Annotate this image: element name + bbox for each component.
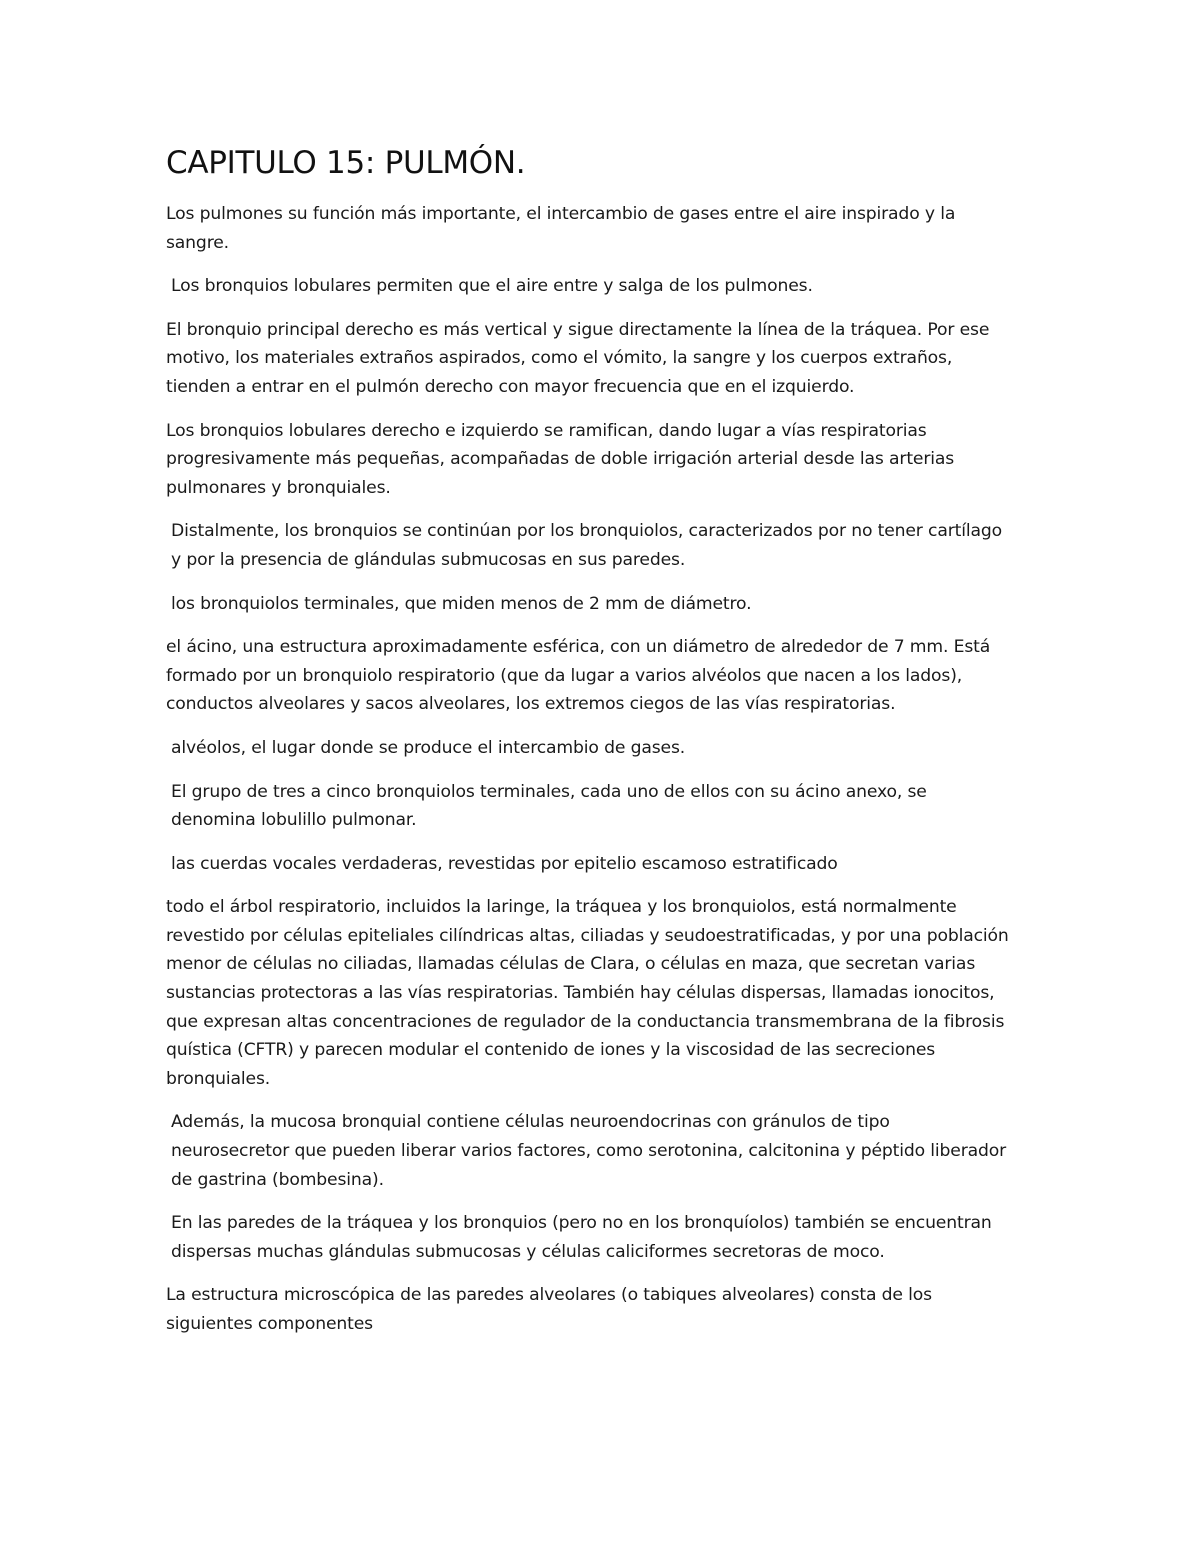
paragraph bbox=[166, 590, 1046, 619]
paragraph-line: menor de células no ciliadas, llamadas células de Clara, o células en maza, que secretan varias bbox=[166, 954, 976, 975]
paragraph-line: El bronquio principal derecho es más vertical y sigue directamente la línea de la tráquea. Por ese bbox=[166, 319, 990, 340]
paragraph-line: formado por un bronquiolo respiratorio (que da lugar a varios alvéolos que nacen a los lados), bbox=[166, 665, 963, 686]
paragraph-line: siguientes componentes bbox=[166, 1314, 373, 1334]
paragraph bbox=[166, 893, 1046, 1093]
paragraph-line: pulmonares y bronquiales. bbox=[166, 477, 391, 498]
paragraph bbox=[166, 1281, 1046, 1338]
paragraph bbox=[166, 417, 1046, 503]
paragraph-line: En las paredes de la tráquea y los bronquios (pero no en los bronquíolos) también se encuentran bbox=[171, 1213, 992, 1234]
paragraph-line: conductos alveolares y sacos alveolares, los extremos ciegos de las vías respiratorias. bbox=[166, 694, 896, 715]
paragraph-line: las cuerdas vocales verdaderas, revestidas por epitelio escamoso estratificado bbox=[171, 853, 838, 874]
paragraph-line: denomina lobulillo pulmonar. bbox=[171, 810, 417, 831]
paragraph-line: quística (CFTR) y parecen modular el contenido de iones y la viscosidad de las secreciones bbox=[166, 1040, 936, 1061]
paragraph bbox=[166, 200, 1046, 257]
paragraph bbox=[166, 850, 1046, 879]
paragraph bbox=[166, 778, 1046, 835]
paragraph bbox=[166, 316, 1046, 402]
paragraph-line: neurosecretor que pueden liberar varios factores, como serotonina, calcitonina y péptido liberador bbox=[171, 1141, 1007, 1162]
paragraph-line: Los pulmones su función más importante, el intercambio de gases entre el aire inspirado y la bbox=[166, 204, 956, 224]
paragraph-line: Los bronquios lobulares permiten que el aire entre y salga de los pulmones. bbox=[171, 276, 813, 297]
page-title: CAPITULO 15: PULMÓN. bbox=[166, 145, 526, 181]
document-body bbox=[166, 140, 1046, 1354]
paragraph bbox=[166, 1209, 1046, 1266]
paragraph-line: todo el árbol respiratorio, incluidos la laringe, la tráquea y los bronquiolos, está normalmente bbox=[166, 897, 957, 918]
paragraph-line: tienden a entrar en el pulmón derecho con mayor frecuencia que en el izquierdo. bbox=[166, 376, 855, 397]
paragraph-line: que expresan altas concentraciones de regulador de la conductancia transmembrana de la fibrosis bbox=[166, 1011, 1005, 1032]
paragraph-line: Los bronquios lobulares derecho e izquierdo se ramifican, dando lugar a vías respiratorias bbox=[166, 420, 927, 441]
paragraph bbox=[166, 1108, 1046, 1194]
paragraph-line: bronquiales. bbox=[166, 1068, 271, 1089]
paragraph bbox=[166, 734, 1046, 763]
paragraph-line: sangre. bbox=[166, 232, 229, 253]
paragraph-line: los bronquiolos terminales, que miden menos de 2 mm de diámetro. bbox=[171, 593, 752, 614]
paragraph-line: alvéolos, el lugar donde se produce el intercambio de gases. bbox=[171, 737, 686, 758]
paragraph-line: revestido por células epiteliales cilíndricas altas, ciliadas y seudoestratificadas, y por una población bbox=[166, 925, 1009, 946]
paragraph-line: El grupo de tres a cinco bronquiolos terminales, cada uno de ellos con su ácino anexo, se bbox=[171, 781, 927, 802]
paragraph bbox=[166, 517, 1046, 574]
paragraph-line: Además, la mucosa bronquial contiene células neuroendocrinas con gránulos de tipo bbox=[171, 1112, 890, 1133]
paragraph-line: el ácino, una estructura aproximadamente esférica, con un diámetro de alrededor de 7 mm. Está bbox=[166, 637, 991, 658]
paragraph-line: de gastrina (bombesina). bbox=[171, 1169, 384, 1190]
paragraph bbox=[166, 272, 1046, 301]
paragraph bbox=[166, 633, 1046, 719]
paragraph-line: Distalmente, los bronquios se continúan por los bronquiolos, caracterizados por no tener cartílago bbox=[171, 521, 1002, 542]
paragraph-list bbox=[166, 200, 1046, 1339]
paragraph-line: progresivamente más pequeñas, acompañadas de doble irrigación arterial desde las arterias bbox=[166, 449, 955, 470]
paragraph-line: sustancias protectoras a las vías respiratorias. También hay células dispersas, llamadas ionocitos, bbox=[166, 983, 995, 1004]
paragraph-line: La estructura microscópica de las paredes alveolares (o tabiques alveolares) consta de los bbox=[166, 1285, 932, 1306]
paragraph-line: y por la presencia de glándulas submucosas en sus paredes. bbox=[171, 549, 686, 570]
paragraph-line: motivo, los materiales extraños aspirados, como el vómito, la sangre y los cuerpos extraños, bbox=[166, 348, 953, 369]
paragraph-line: dispersas muchas glándulas submucosas y células caliciformes secretoras de moco. bbox=[171, 1241, 885, 1262]
